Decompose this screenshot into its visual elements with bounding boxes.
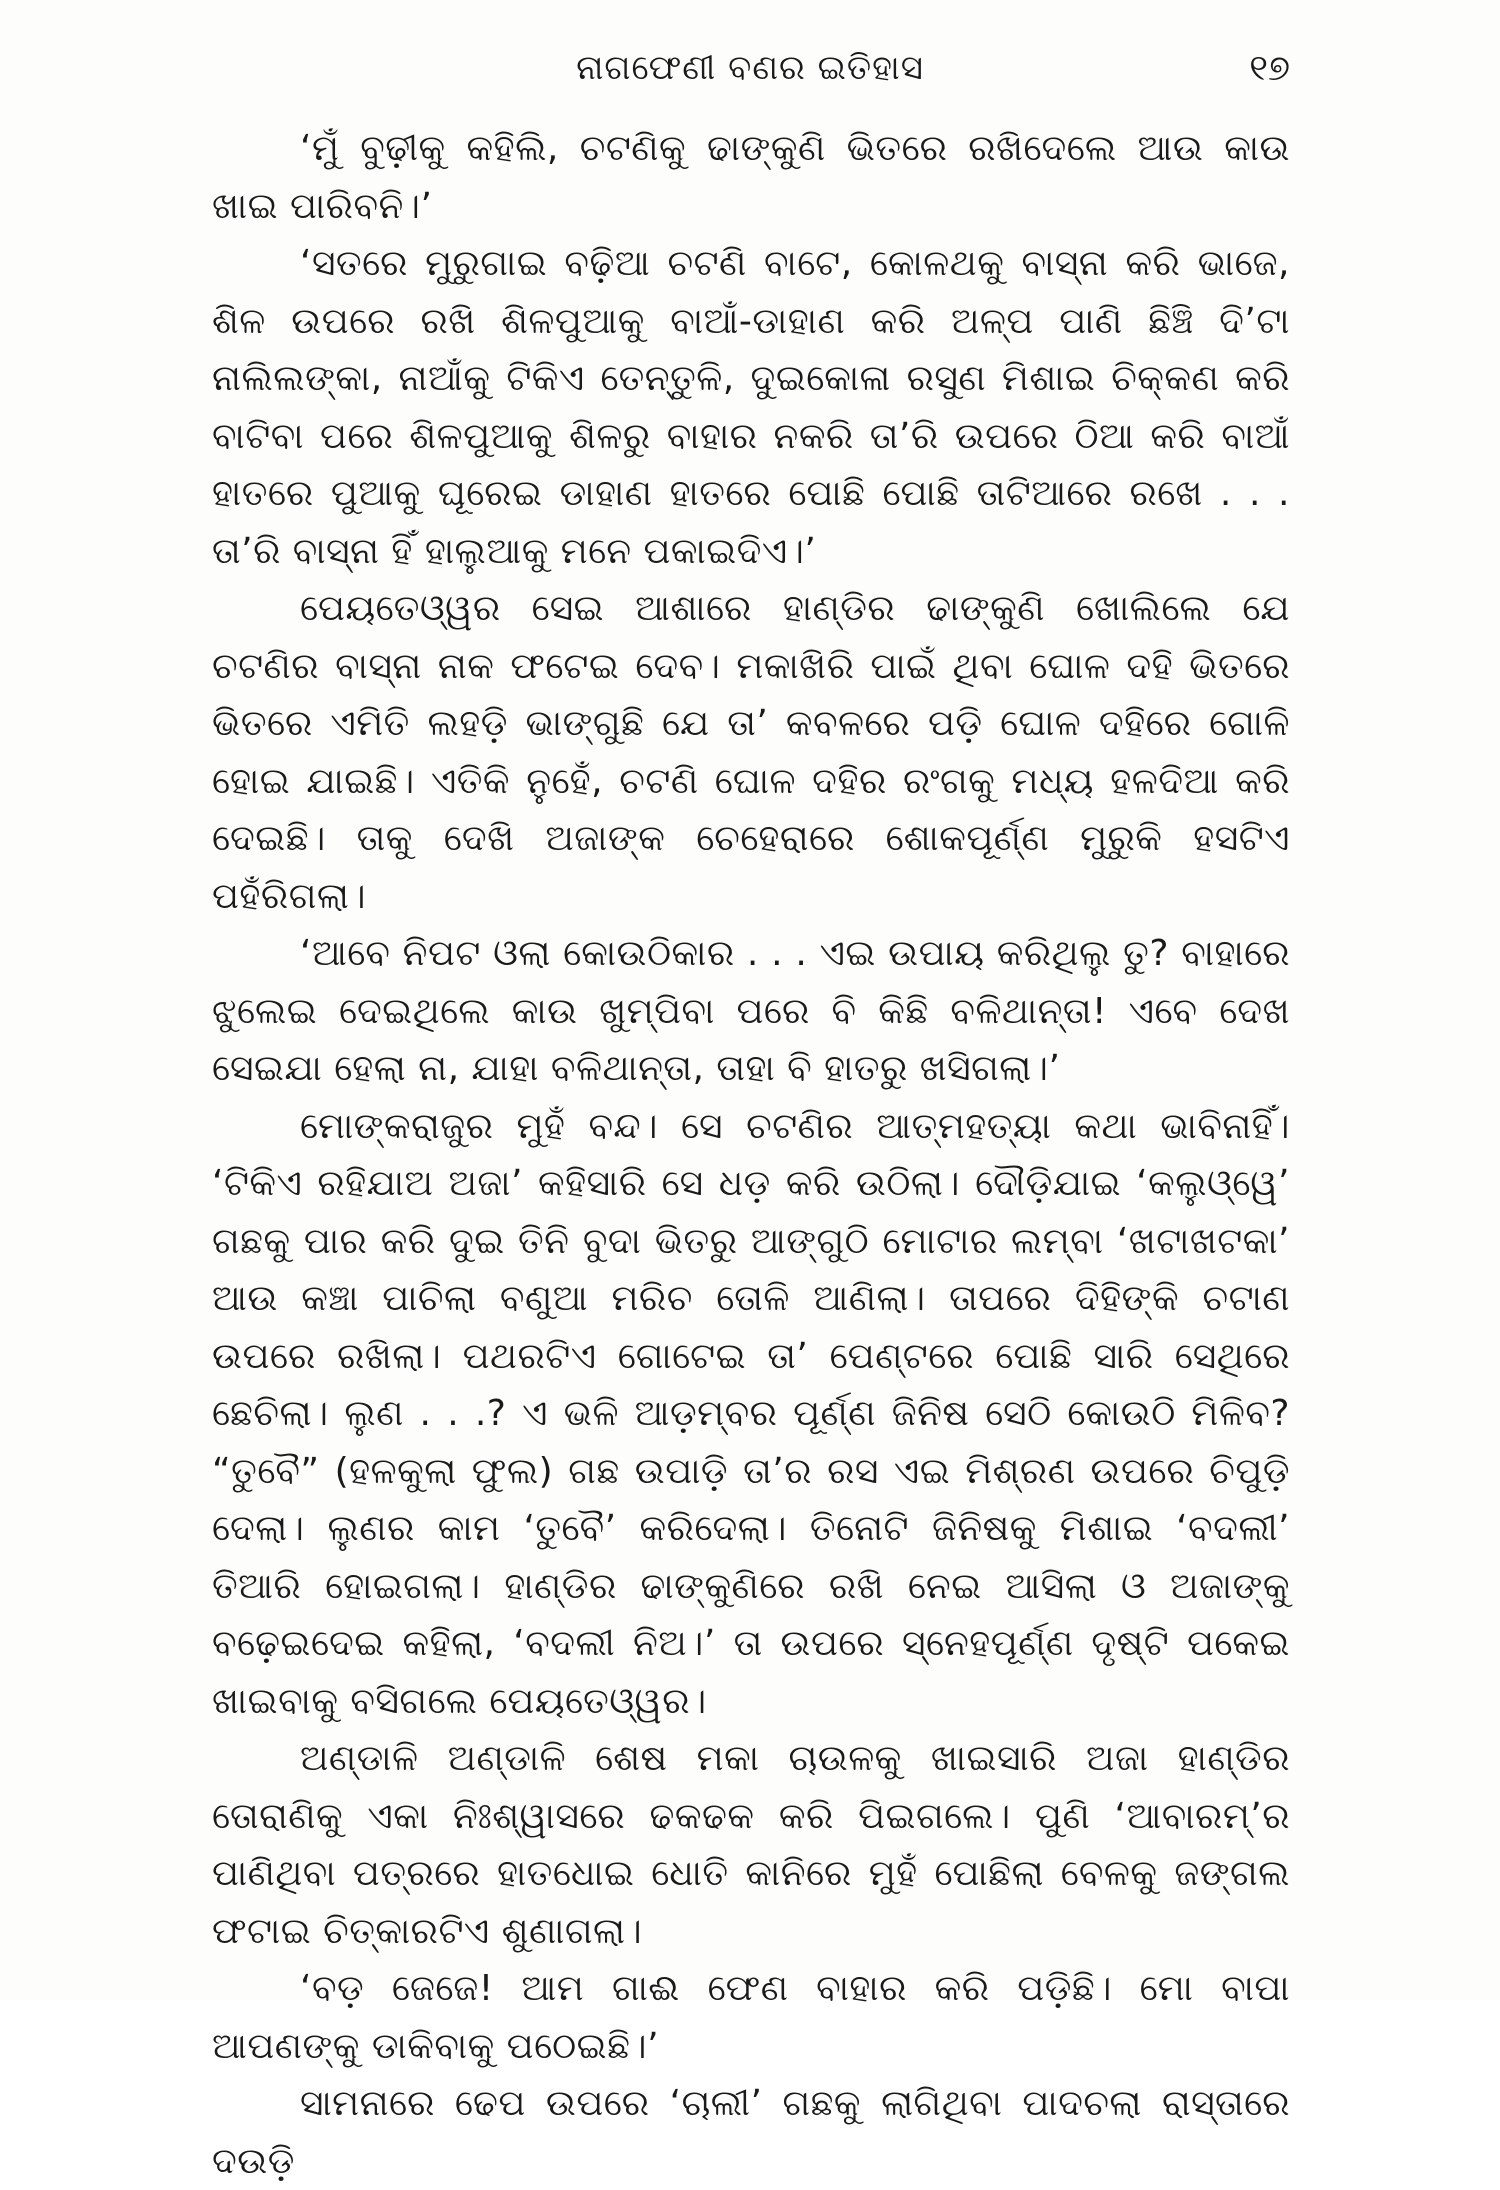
paragraph-6: ଅଣ୍ଡାଳି ଅଣ୍ଡାଳି ଶେଷ ମକା ଚାଉଳକୁ ଖାଇସାରି ଅଜା ହାଣ୍ଡିର ତୋରାଣିକୁ ଏକା ନିଃଶ୍ୱାସରେ ଢକଢକ କରି ପିଇଗଲେ। ପୁଣି ‘ଆବାରମ୍’ର ପାଣିଥିବା ପତ୍ରରେ ହାତଧୋଇ ଧୋତି କାନିରେ ମୁହଁ ପୋଛିଲା ବେଳକୁ ଜଙ୍ଗଲ ଫଟାଇ ଚିତ୍କାରଟିଏ ଶୁଣାଗଲା। (212, 1738, 1290, 1952)
page-number: ୧୭ (1249, 48, 1290, 89)
running-title: ନାଗଫେଣୀ ବଣର ଇତିହାସ (576, 48, 924, 88)
paragraph-1: ‘ମୁଁ ବୁଢ଼ୀକୁ କହିଲି, ଚଟଣିକୁ ଢାଙ୍କୁଣି ଭିତରେ ରଖିଦେଲେ ଆଉ କାଉ ଖାଇ ପାରିବନି।’ (212, 128, 1290, 227)
paragraph-8: ସାମନାରେ ଢେପ ଉପରେ ‘ଚାଲୀ’ ଗଛକୁ ଲାଗିଥିବା ପାଦଚଲା ରାସ୍ତାରେ ଦଉଡ଼ି (212, 2083, 1290, 2182)
paragraph-3: ପେୟତେଓ୍ୱର ସେଇ ଆଶାରେ ହାଣ୍ଡିର ଢାଙ୍କୁଣି ଖୋଲିଲେ ଯେ ଚଟଣିର ବାସ୍ନା ନାକ ଫଟେଇ ଦେବ। ମକାଖିରି ପାଇଁ ଥିବା ଘୋଳ ଦହି ଭିତରେ ଭିତରେ ଏମିତି ଲହଡ଼ି ଭାଙ୍ଗୁଛି ଯେ ତା’ କବଳରେ ପଡ଼ି ଘୋଳ ଦହିରେ ଗୋଳି ହୋଇ ଯାଇଛି। ଏତିକି ନୁହେଁ, ଚଟଣି ଘୋଳ ଦହିର ରଂଗକୁ ମଧ୍ୟ ହଳଦିଆ କରି ଦେଇଛି। ତାକୁ ଦେଖି ଅଜାଙ୍କ ଚେହେରାରେ ଶୋକପୂର୍ଣ୍ଣ ମୁରୁକି ହସଟିଏ ପହଁରିଗଲା। (212, 588, 1290, 917)
paragraph-5: ମୋଙ୍କରାଜୁର ମୁହଁ ବନ୍ଦ। ସେ ଚଟଣିର ଆତ୍ମହତ୍ୟା କଥା ଭାବିନାହିଁ। ‘ଟିକିଏ ରହିଯାଅ ଅଜା’ କହିସାରି ସେ ଧଡ଼ କରି ଉଠିଲା। ଦୌଡ଼ିଯାଇ ‘କଲୁଓ୍ୱେ’ ଗଛକୁ ପାର କରି ଦୁଇ ତିନି ବୁଦା ଭିତରୁ ଆଙ୍ଗୁଠି ମୋଟାର ଲମ୍ବା ‘ଖଟାଖଟକା’ ଆଉ କଞ୍ଚା ପାଚିଲା ବଣୁଆ ମରିଚ ତୋଳି ଆଣିଲା। ତାପରେ ଦିହିଙ୍କି ଚଟାଣ ଉପରେ ରଖିଲା। ପଥରଟିଏ ଗୋଟେଇ ତା’ ପେଣ୍ଟରେ ପୋଛି ସାରି ସେଥିରେ ଛେଚିଲା। ଲୁଣ . . .? ଏ ଭଳି ଆଡ଼ମ୍ବର ପୂର୍ଣ୍ଣ ଜିନିଷ ସେଠି କୋଉଠି ମିଳିବ? “ତୁବୈ” (ହଳକୁଲା ଫୁଲ) ଗଛ ଉପାଡ଼ି ତା’ର ରସ ଏଇ ମିଶ୍ରଣ ଉପରେ ଚିପୁଡ଼ି ଦେଲା। ଲୁଣର କାମ ‘ତୁବୈ’ କରିଦେଲା। ତିନୋଟି ଜିନିଷକୁ ମିଶାଇ ‘ବଦଲୀ’ ତିଆରି ହୋଇଗଲା। ହାଣ୍ଡିର ଢାଙ୍କୁଣିରେ ରଖି ନେଇ ଆସିଲା ଓ ଅଜାଙ୍କୁ ବଢ଼େଇଦେଇ କହିଲା, ‘ବଦଲୀ ନିଅ।’ ତା ଉପରେ ସ୍ନେହପୂର୍ଣ୍ଣ ଦୃଷ୍ଟି ପକେଇ ଖାଇବାକୁ ବସିଗଲେ ପେୟତେଓ୍ୱର। (212, 1105, 1290, 1722)
paragraph-2: ‘ସତରେ ମୁରୁଗାଇ ବଢ଼ିଆ ଚଟଣି ବାଟେ, କୋଳଥକୁ ବାସ୍ନା କରି ଭାଜେ, ଶିଳ ଉପରେ ରଖି ଶିଳପୁଆକୁ ବାଆଁ-ଡାହାଣ କରି ଅଳ୍ପ ପାଣି ଛିଞ୍ଚି ଦି’ଟା ନାଲିଲଙ୍କା, ନାଆଁକୁ ଟିକିଏ ତେନ୍ତୁଳି, ଦୁଇକୋଳା ରସୁଣ ମିଶାଇ ଚିକ୍କଣ କରି ବାଟିବା ପରେ ଶିଳପୁଆକୁ ଶିଳରୁ ବାହାର ନକରି ତା’ରି ଉପରେ ଠିଆ କରି ବାଆଁ ହାତରେ ପୁଆକୁ ଘୂରେଇ ଡାହାଣ ହାତରେ ପୋଛି ପୋଛି ତାଟିଆରେ ରଖେ . . . ତା’ରି ବାସ୍ନା ହିଁ ହାଲୁଆକୁ ମନେ ପକାଇଦିଏ।’ (212, 243, 1290, 572)
body-text (212, 120, 1290, 2190)
page-header (210, 38, 1290, 98)
paragraph-7: ‘ବଡ଼ ଜେଜେ! ଆମ ଗାଈ ଫେଣ ବାହାର କରି ପଡ଼ିଛି। ମୋ ବାପା ଆପଣଙ୍କୁ ଡାକିବାକୁ ପଠେଇଛି।’ (212, 1968, 1290, 2067)
paragraph-4: ‘ଆବେ ନିପଟ ଓଲା କୋଉଠିକାର . . . ଏଇ ଉପାୟ କରିଥିଲୁ ତୁ? ବାହାରେ ଝୁଲେଇ ଦେଇଥିଲେ କାଉ ଖୁମ୍ପିବା ପରେ ବି କିଛି ବଳିଥାନ୍ତା! ଏବେ ଦେଖ ସେଇଯା ହେଲା ନା, ଯାହା ବଳିଥାନ୍ତା, ତାହା ବି ହାତରୁ ଖସିଗଲା।’ (212, 933, 1290, 1089)
